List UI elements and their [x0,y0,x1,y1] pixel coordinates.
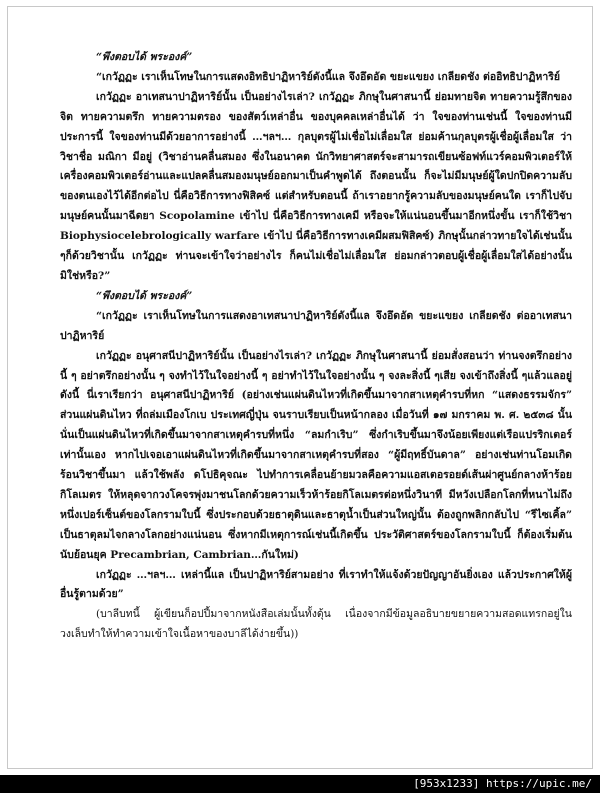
dialogue-reply-2: “พึงตอบได้ พระองค์” [96,289,193,302]
dialogue-reply-1: “พึงตอบได้ พระองค์” [96,51,193,63]
paragraph-anusasani-miracle: เกวัฏฏะ อนุศาสนีปาฏิหาริย์นั้น เป็นอย่างไรเล่า? เกวัฏฏะ ภิกษุในศาสนานี้ ย่อมสั่งสอนว่า ท่านจงตรึกอย่างนี้ ๆ อย่าตรึกอย่างนั้น ๆ จงทำไว้ในใจอย่างนี้ ๆ อย่าทำไว้ในใจอย่างนั้น ๆ จงละสิ่งนี้ ๆเสีย จงเข้าถึงสิ่งนี้ ๆแล้วแลอยู่ ดังนี้ นี่เราเรียกว่า อนุศาสนีปาฏิหาริย์ (อย่างเช่นแผ่นดินไหวที่เกิดขึ้นมาจากสาเหตุคำรบที่หก “แสดงธรรมจักร” ส่วนแผ่นดินไหว ที่ถล่มเมืองโกเบ ประเทศญี่ปุ่น จนราบเรียบเป็นหน้ากลอง เมื่อวันที่ ๑๗ มกราคม พ. ศ. ๒๕๓๘ นั้น นั่นเป็นแผ่นดินไหวที่เกิดขึ้นมาจากสาเหตุคำรบที่หนึ่ง “ลมกำเริบ” ซึ่งกำเริบขึ้นมาจึงน้อยเพียงแต่เรือแปรริกเตอร์เท่านั้นเอง หากไปเจอเอาแผ่นดินไหวที่เกิดขึ้นมาจากสาเหตุคำรบที่สอง “ผู้มีฤทธิ์บันดาล” อย่างเช่นท่านโอมเกิดร้อนวิชาขึ้นมา แล้วใช้พลัง ดโปธิคุจณะ ไปทำการเคลื่อนย้ายมวลคือความแอสเตอรอยด์เส้นผ่าศูนย์กลางห้าร้อยกิโลเมตร ให้หลุดจากวงโคจรพุ่งมาชนโลกด้วยความเร็วห้าร้อยกิโลเมตรต่อหนึ่งวินาที มีหวังเปลือกโลกที่หนาไม่ถึงหนึ่งเปอร์เซ็นต์ของโลกรามใบนี้ ซึ่งประกอบด้วยธาตุดินและธาตุน้ำเป็นส่วนใหญ่นั้น ต้องถูกพลิกกลับไป “รีไซเคิ้ล” เป็นธาตุลมไจกลางโลกอย่างแน่นอน ซึ่งหากมีเหตุการณ์เช่นนี้เกิดขึ้น ประวัติศาสตร์ของโลกรามใบนี้ ก็ต้องเริ่มต้นนับย้อนยุค Precambrian, Cambrian…กันใหม่) [60,349,572,561]
paragraph-adesana-miracle: เกวัฏฏะ อาเทสนาปาฏิหาริย์นั้น เป็นอย่างไรเล่า? เกวัฏฏะ ภิกษุในศาสนานี้ ย่อมทายจิต ทายความรู้สึกของจิต ทายความตรึก ทายความตรอง ของสัตว์เหล่าอื่น ของบุคคลเหล่าอื่นได้ ว่า ใจของท่านเช่นนี้ ใจของท่านมีประการนี้ ใจของท่านมีด้วยอาการอย่างนี้ …ฯลฯ… กุลบุตรผู้ไม่เชื่อไม่เลื่อมใส ย่อมค้านกุลบุตรผู้เชื่อผู้เลื่อมใส ว่า วิชาชื่อ มณิกา มีอยู่ (วิชาอ่านคลื่นสมอง ซึ่งในอนาคต นักวิทยาศาสตร์จะสามารถเขียนซ้อฟท์แวร์คอมพิวเตอร์ให้เครื่องคอมพิวเตอร์อ่านและแปลคลื่นสมองมนุษย์ออกมาเป็นคำพูดได้ ถึงตอนนั้น ก็จะไม่มีมนุษย์ผู้ใดปกปิดความลับของตนเองไว้ได้อีกต่อไป นี่คือวิธีการทางฟิสิคซ์ แต่สำหรับตอนนี้ ถ้าเราอยากรู้ความลับของมนุษย์คนใด เราก็ไปจับมนุษย์คนนั้นมาฉีดยา Scopolamine เข้าไป นี่คือวิธีการทางเคมี หรือจะให้แน่นอนขึ้นมาอีกหนึ่งขั้น เราก็ใช้วิชา Biophysiocelebrologically warfare เข้าไป นี่คือวิธีการทางเคมีผสมฟิสิคซ์) ภิกษุนั้นกล่าวทายใจได้เช่นนั้น ๆก็ด้วยวิชานั้น เกวัฏฏะ ท่านจะเข้าใจว่าอย่างไร ก็คนไม่เชื่อไม่เลื่อมใส ย่อมกล่าวตอบผู้เชื่อผู้เลื่อมใสได้อย่างนั้นมิใช่หรือ?” [60,90,572,282]
paragraph-author-note: (บาลีบทนี้ ผู้เขียนก็อปปี้มาจากหนังสือเล่มนั้นทั้งดุ้น เนื่องจากมีข้อมูลอธิบายขยายความสอดแทรกอยู่ในวงเล็บทำให้ทำความเข้าใจเนื้อหาของบาลีได้ง่ายขึ้น)) [60,608,572,641]
document-page [7,6,593,769]
paragraph-adesana-rejection: “เกวัฏฏะ เราเห็นโทษในการแสดงอาเทสนาปาฏิหาริย์ดังนี้แล จึงอึดอัด ขยะแขยง เกลียดชัง ต่ออาเทสนาปาฏิหาริย์ [60,309,572,342]
page-content [60,48,572,645]
image-host-watermark: [953x1233] https://upic.me/ [0,775,600,793]
paragraph-three-miracles: เกวัฏฏะ …ฯลฯ… เหล่านี้แล เป็นปาฏิหาริย์สามอย่าง ที่เราทำให้แจ้งด้วยปัญญาอันยิ่งเอง แล้วประกาศให้ผู้อื่นรู้ตามด้วย” [60,568,572,601]
paragraph-iddhi-miracle: “เกวัฏฏะ เราเห็นโทษในการแสดงอิทธิปาฏิหาริย์ดังนี้แล จึงอึดอัด ขยะแขยง เกลียดชัง ต่ออิทธิปาฏิหาริย์ [96,70,561,83]
